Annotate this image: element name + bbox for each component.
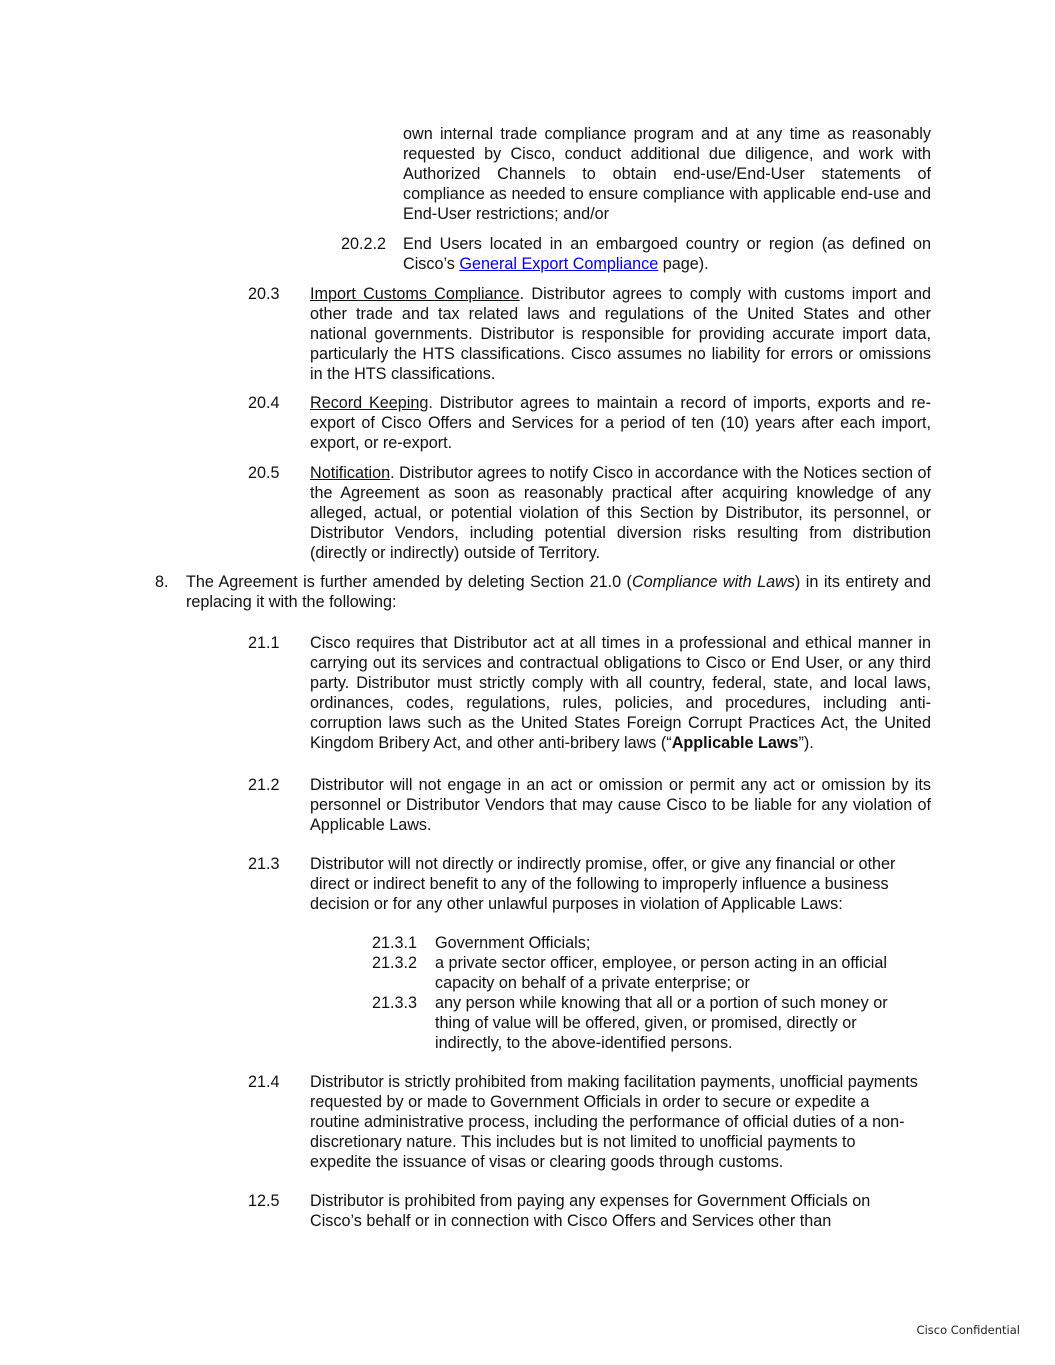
section-number: 20.4 <box>248 394 280 412</box>
section-text: End Users located in an embargoed country or region (as defined on Cisco’s <box>403 235 931 273</box>
section-text: . Distributor agrees to maintain a record of imports, exports and re-export of Cisco Offers and Services for a period of ten (10) years after each import, export, or re-export. <box>310 394 931 452</box>
section-number: 21.3 <box>248 855 280 873</box>
subitem-number: 21.3.3 <box>372 994 418 1012</box>
section-heading: Record Keeping <box>310 394 429 412</box>
subitem-number: 21.3.1 <box>372 934 418 952</box>
section-number: 20.5 <box>248 464 280 482</box>
general-export-compliance-link[interactable]: General Export Compliance <box>459 255 659 273</box>
subitem-number: 21.3.2 <box>372 954 418 972</box>
subitem-21-3-1: Government Officials; <box>435 934 591 952</box>
section-heading: Notification <box>310 464 391 482</box>
section-12-5: Distributor is prohibited from paying any expenses for Government Officials on Cisco’s behalf or in connection with Cisco Offers and Services other than <box>310 1192 871 1230</box>
section-text: page). <box>658 255 709 273</box>
item-text: ) in its entirety and replacing it with the following: <box>186 573 932 611</box>
list-number: 8. <box>155 573 169 591</box>
section-21-1 <box>310 633 931 753</box>
section-number: 20.3 <box>248 285 280 303</box>
subitem-21-3-2: a private sector officer, employee, or person acting in an official capacity on behalf of a private enterprise; or <box>435 954 887 992</box>
section-21-4: Distributor is strictly prohibited from making facilitation payments, unofficial payments requested by or made to Government Officials in order to secure or expedite a routine administrative process, including the performance of official duties of a non-discretionary nature. This includes but is not limited to unofficial payments to expedite the issuance of visas or clearing goods through customs. <box>310 1073 918 1171</box>
item-text: The Agreement is further amended by deleting Section 21.0 ( <box>186 573 632 591</box>
defined-term: Applicable Laws <box>671 734 799 752</box>
section-number: 21.4 <box>248 1073 280 1091</box>
section-20-5 <box>310 463 931 563</box>
section-text: ”). <box>798 734 814 752</box>
section-20-3 <box>310 284 931 384</box>
section-text: Cisco requires that Distributor act at all times in a professional and ethical manner in carrying out its services and contractual obligations to Cisco or End User, or any third party. Distributor must strictly comply with all country, federal, state, and local laws, ordinances, codes, regulations, rules, policies, and procedures, including anti-corruption laws such as the United States Foreign Corrupt Practices Act, the United Kingdom Bribery Act, and other anti-bribery laws (“ <box>310 634 931 752</box>
section-number: 21.1 <box>248 634 280 652</box>
section-heading: Import Customs Compliance <box>310 285 520 303</box>
section-21-3: Distributor will not directly or indirectly promise, offer, or give any financial or other direct or indirect benefit to any of the following to improperly influence a business decision or for any other unlawful purposes in violation of Applicable Laws: <box>310 855 896 913</box>
page-footer: Cisco Confidential <box>916 1323 1020 1337</box>
subitem-21-3-3: any person while knowing that all or a portion of such money or thing of value will be offered, given, or promised, directly or indirectly, to the above-identified persons. <box>435 994 888 1052</box>
section-21-2: Distributor will not engage in an act or omission or permit any act or omission by its personnel or Distributor Vendors that may cause Cisco to be liable for any violation of Applicable Laws. <box>310 776 931 834</box>
item-italic-text: Compliance with Laws <box>631 573 795 591</box>
section-text: . Distributor agrees to notify Cisco in accordance with the Notices section of the Agreement as soon as reasonably practical after acquiring knowledge of any alleged, actual, or potential violation of this Section by Distributor, its personnel, or Distributor Vendors, including potential diversion risks resulting from distribution (directly or indirectly) outside of Territory. <box>310 464 931 562</box>
section-text: . Distributor agrees to comply with customs import and other trade and tax related laws and regulations of the United States and other national governments. Distributor is responsible for providing accurate import data, particularly the HTS classifications. Cisco assumes no liability for errors or omissions in the HTS classifications. <box>310 285 931 383</box>
section-number: 20.2.2 <box>341 235 387 253</box>
section-number: 21.2 <box>248 776 280 794</box>
amendment-item-8 <box>186 572 931 612</box>
section-20-4 <box>310 393 931 453</box>
section-number: 12.5 <box>248 1192 280 1210</box>
section-20-2-2 <box>403 234 931 274</box>
continuation-paragraph: own internal trade compliance program and at any time as reasonably requested by Cisco, conduct additional due diligence, and work with Authorized Channels to obtain end-use/End-User statements of compliance as needed to ensure compliance with applicable end-use and End-User restrictions; and/or <box>403 125 931 223</box>
